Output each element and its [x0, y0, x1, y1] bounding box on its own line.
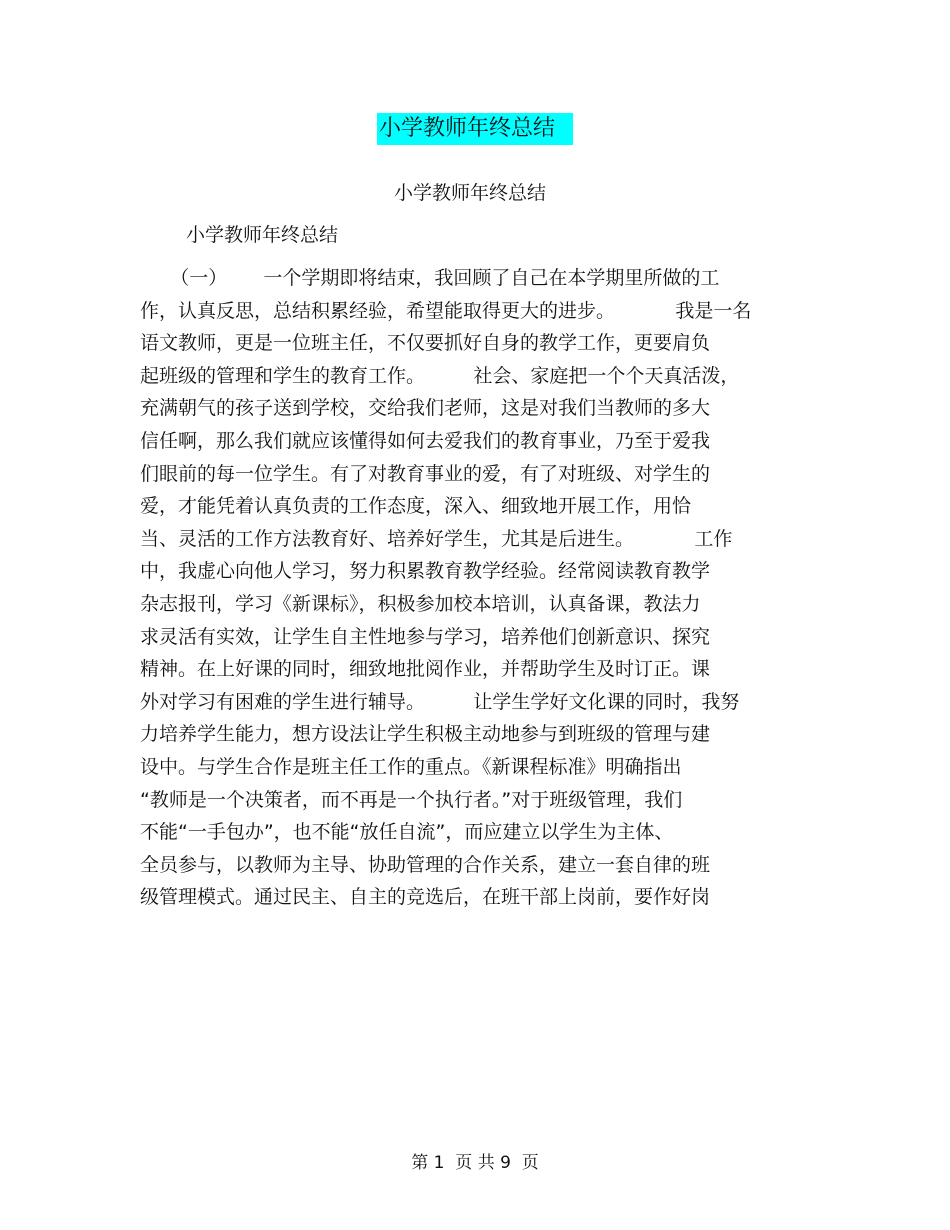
body-line: 杂志报刊，学习《新课标》，积极参加校本培训，认真备课，教法力: [140, 592, 701, 615]
body-line: 们眼前的每一位学生。有了对教育事业的爱，有了对班级、对学生的: [140, 462, 711, 485]
body-line: 精神。在上好课的同时，细致地批阅作业，并帮助学生及时订正。课: [140, 658, 711, 681]
body-line: 起班级的管理和学生的教育工作。 社会、家庭把一个个天真活泼，: [140, 364, 740, 387]
body-line: 爱，才能凭着认真负责的工作态度，深入、细致地开展工作，用恰: [140, 495, 692, 518]
document-title: 小学教师年终总结: [377, 113, 573, 145]
body-line: （一） 一个学期即将结束，我回顾了自己在本学期里所做的工: [140, 267, 720, 289]
body-line: 求灵活有实效，让学生自主性地参与学习，培养他们创新意识、探究: [140, 625, 711, 648]
body-line: 信任啊，那么我们就应该懂得如何去爱我们的教育事业，乃至于爱我: [140, 429, 711, 452]
body-text: [140, 262, 800, 914]
body-line: 中，我虚心向他人学习，努力积累教育教学经验。经常阅读教育教学: [140, 560, 711, 583]
body-line: 力培养学生能力，想方设法让学生积极主动地参与到班级的管理与建: [140, 723, 711, 746]
body-line: 语文教师，更是一位班主任，不仅要抓好自身的教学工作，更要肩负: [140, 332, 711, 355]
body-line: 不能“一手包办”，也不能“放任自流”，而应建立以学生为主体、: [140, 821, 674, 844]
document-subtitle: 小学教师年终总结: [393, 182, 546, 204]
body-line: “教师是一个决策者，而不再是一个执行者。”对于班级管理，我们: [140, 788, 683, 811]
body-line: 设中。与学生合作是班主任工作的重点。《新课程标准》明确指出: [140, 755, 682, 778]
title-container: [0, 113, 950, 145]
page-number: 第 1 页 共 9 页: [411, 1153, 539, 1173]
body-line: 全员参与，以教师为主导、协助管理的合作关系，建立一套自律的班: [140, 853, 711, 876]
body-line: 充满朝气的孩子送到学校，交给我们老师，这是对我们当教师的多大: [140, 397, 711, 420]
body-line: 外对学习有困难的学生进行辅导。 让学生学好文化课的同时，我努: [140, 690, 740, 713]
section-heading: 小学教师年终总结: [186, 224, 339, 246]
body-line: 级管理模式。通过民主、自主的竞选后，在班干部上岗前，要作好岗: [140, 886, 711, 909]
body-line: 当、灵活的工作方法教育好、培养好学生，尤其是后进生。 工作: [140, 527, 733, 550]
body-line: 作，认真反思，总结积累经验，希望能取得更大的进步。 我是一名: [140, 299, 752, 322]
